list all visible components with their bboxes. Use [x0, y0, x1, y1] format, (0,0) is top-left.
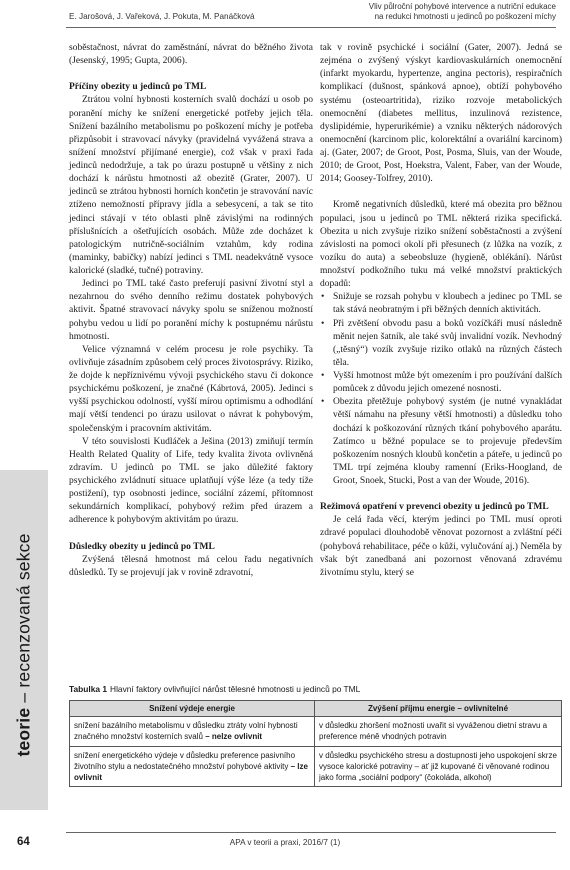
table-row [70, 746, 562, 787]
section-side-label-word2: – recenzovaná sekce [13, 533, 34, 708]
table-header-row [70, 701, 562, 717]
table-caption [69, 684, 360, 694]
table-cell-tag: – nelze ovlivnit [205, 732, 263, 742]
table-header-cell: Snížení výdeje energie [70, 701, 315, 717]
table-cell [70, 746, 315, 787]
list-item: • Vyšší hmotnost může být omezením i pro používání dalších pomůcek z důvodu jejich omezené nosnosti. [320, 370, 562, 396]
journal-citation: APA v teorii a praxi, 2016/7 (1) [229, 838, 341, 847]
list-item: • Obezita přetěžuje pohybový systém (je nutné vynakládat větší námahu na přesuny větší hmotnosti) a důsledku toho dochází k poškozování různých tkání pohybového aparátu. Zatímco u běžné populace se to projevuje především poškozením nosných kloubů končetin a páteře, u jedinců po TML trpí zejména klouby ramenní (Eriks-Hoogland, de Groot, Snoek, Stucki, Post a van der Woude, 2016). [320, 396, 562, 488]
left-column [69, 42, 313, 580]
table-cell: v důsledku zhoršení možnosti uvařit si vyváženou dietní stravu a preference méně vhodných potravin [315, 717, 562, 746]
left-paragraph-1: Ztrátou volní hybnosti kosterních svalů dochází u osob po poranění míchy ke snížení energetické potřeby jejich těla. Snížení bazálního metabolismu po poškození míchy je potřeba přizpůsobit i stravovací návyky (pravidelná vyvážená strava a snížení množství přijímané energie), což však v praxi řada jedinců nedodržuje, a tak po úrazu postupně u většiny z nich dochází k nárůstu hmotnosti až obezitě (Grater, 2007). U jedinců se ztrátou hybnosti horních končetin je stravování navíc ztíženo nemožností přípravy jídla a sebesycení, a tak se tito jedinci stávají v této oblasti plně závislými na rodinných příslušnících a ošetřujících osobách. Může zde docházet k patologickým nutričně-sociálním vztahům, kdy rodina (maminky, babičky) nabízí jedinci s TML neadekvátně vysoce kalorické (sladké, tučné) potraviny. [69, 95, 313, 276]
section-side-label [14, 533, 35, 756]
practical-impacts-list [320, 291, 562, 488]
page-number: 64 [17, 836, 30, 848]
left-paragraph-5: Zvýšená tělesná hmotnost má celou řadu negativních důsledků. Ty se projevují jak v rovině zdravotní, [69, 554, 313, 578]
table-cell-text: snížení energetického výdeje v důsledku preference pasivního životního stylu a nedostatečného množství pohybové aktivity [74, 750, 296, 771]
footer-divider [66, 832, 556, 833]
right-paragraph-3: Je celá řada věcí, kterým jedinci po TML musí oproti zdravé populaci dlouhodobě věnovat pozornost a zvláštní péči (pohybová rehabilitace, péče o kůži, vylučování aj.) Neměla by však být zanedbaná ani pozornost věnovaná zdravému životnímu stylu, který se [320, 515, 562, 578]
header-divider [66, 27, 556, 28]
right-column [320, 42, 562, 580]
table-cell: v důsledku psychického stresu a dostupnosti jeho uspokojení skrze vysoce kalorické potraviny – ať již kupované či věnované rodinou jako forma „sociální podpory“ (čokoláda, alkohol) [315, 746, 562, 787]
list-item: • Při zvětšení obvodu pasu a boků vozíčkáři musí následně měnit nejen šatník, ale také svůj invalidní vozík. Nevhodný („těsný“) vozík zvyšuje riziko otlaků na různých částech těla. [320, 318, 562, 371]
running-header-title-line2: na redukci hmotnosti u jedinců po poškození míchy [374, 12, 556, 21]
table-cell [70, 717, 315, 746]
left-intro-paragraph: soběstačnost, návrat do zaměstnání, návrat do běžného života (Jesenský, 1995; Gupta, 2006). [69, 43, 313, 67]
left-paragraph-2: Jedinci po TML také často preferují pasivní životní styl a nezahrnou do svého denního režimu dostatek pohybových aktivit. Špatné stravovací návyky spolu se sníženou možností pohybu vedou u lidí po poranění míchy k postupnému nárůstu hmotnosti. [69, 279, 313, 342]
left-paragraph-4: V této souvislosti Kudláček a Ješina (2013) zmiňují termín Health Related Quality of Life, tedy kvalita života ovlivněná zdravím. U jedinců po TML se jako důležité faktory psychického zvládnutí situace uplatňují výše léze (a tedy tíže postižení), typ osobnosti jedince, sociální zázemí, přítomnost sekundárních komplikací, pohybový režim před úrazem a adherence k pohybovým aktivitám po úrazu. [69, 436, 313, 526]
heading-consequences-of-obesity: Důsledky obezity u jedinců po TML [69, 541, 215, 552]
running-header-authors: E. Jarošová, J. Vařeková, J. Pokuta, M. Panáčková [69, 12, 255, 21]
left-paragraph-3: Velice významná v celém procesu je role psychiky. Ta ovlivňuje zásadním způsobem celý proces životosprávy. Riziko, že dojde k nepříznivému vývoji psychického stavu či dokonce psychickému poškození, je značné (Kábrtová, 2005). Jedinci s vyšší psychickou odolností, vyšší mírou optimismu a odhodlání mají větší tendenci po úrazu usilovat o návrat k pohybovým, společenským i pracovním aktivitám. [69, 344, 313, 434]
table-label: Tabulka 1 [69, 684, 108, 694]
running-header-title [316, 2, 556, 22]
heading-causes-of-obesity: Příčiny obezity u jedinců po TML [69, 82, 207, 93]
table-cell-text: snížení bazálního metabolismu v důsledku ztráty volní hybnosti značného množství kosterních svalů [74, 721, 298, 742]
list-item: • Snižuje se rozsah pohybu v kloubech a jedinec po TML se tak stává neobratným i při běžných denních aktivitách. [320, 291, 562, 317]
table-cell-tag: – lze ovlivnit [74, 761, 308, 783]
table-caption-text: Hlavní faktory ovlivňující nárůst tělesné hmotnosti u jedinců po TML [110, 684, 361, 694]
right-paragraph-1: tak v rovině psychické i sociální (Gater, 2007). Jedná se zejména o zvýšený výskyt kardiovaskulárních onemocnění (infarkt myokardu, hypertenze, angina pectoris), respiračních komplikací (dušnost, spánková apnoe), obtíží pohybového systému (osteoartritida), riziko rozvoje metabolických onemocnění (diabetes mellitus, inzulinová rezistence, dyslipidémie, hyperurikémie) a vzniku některých nádorových onemocnění (karcinom plic, kolorektální a ovariální karcinom) aj. (Gater, 2007; de Groot, Post, Posma, Sluis, van der Woude, 2010; de Groot, Post, Hoekstra, Valent, Faber, van der Woude, 2014; Goosey-Tolfrey, 2010). [320, 43, 562, 185]
section-side-label-word1: teorie [13, 707, 34, 757]
running-header-title-line1: Vliv půlroční pohybové intervence a nutriční edukace [368, 2, 556, 11]
factors-table [69, 700, 562, 787]
table-header-cell: Zvýšení příjmu energie – ovlivnitelné [315, 701, 562, 717]
right-paragraph-2: Kromě negativních důsledků, které má obezita pro běžnou populaci, jsou u jedinců po TML některá rizika specifická. Obezita u nich zvyšuje riziko snížení soběstačnosti a zvýšení závislosti na pomoci okolí při přesunech (z lůžka na vozík, z vozíku do auta) a sebeobsluze (hygieně, oblékání). Nárůst množství podkožního tuku má velké množství praktických dopadů: [320, 200, 562, 290]
table-row [70, 717, 562, 746]
heading-prevention-measures: Režimová opatření v prevenci obezity u jedinců po TML [320, 502, 549, 513]
